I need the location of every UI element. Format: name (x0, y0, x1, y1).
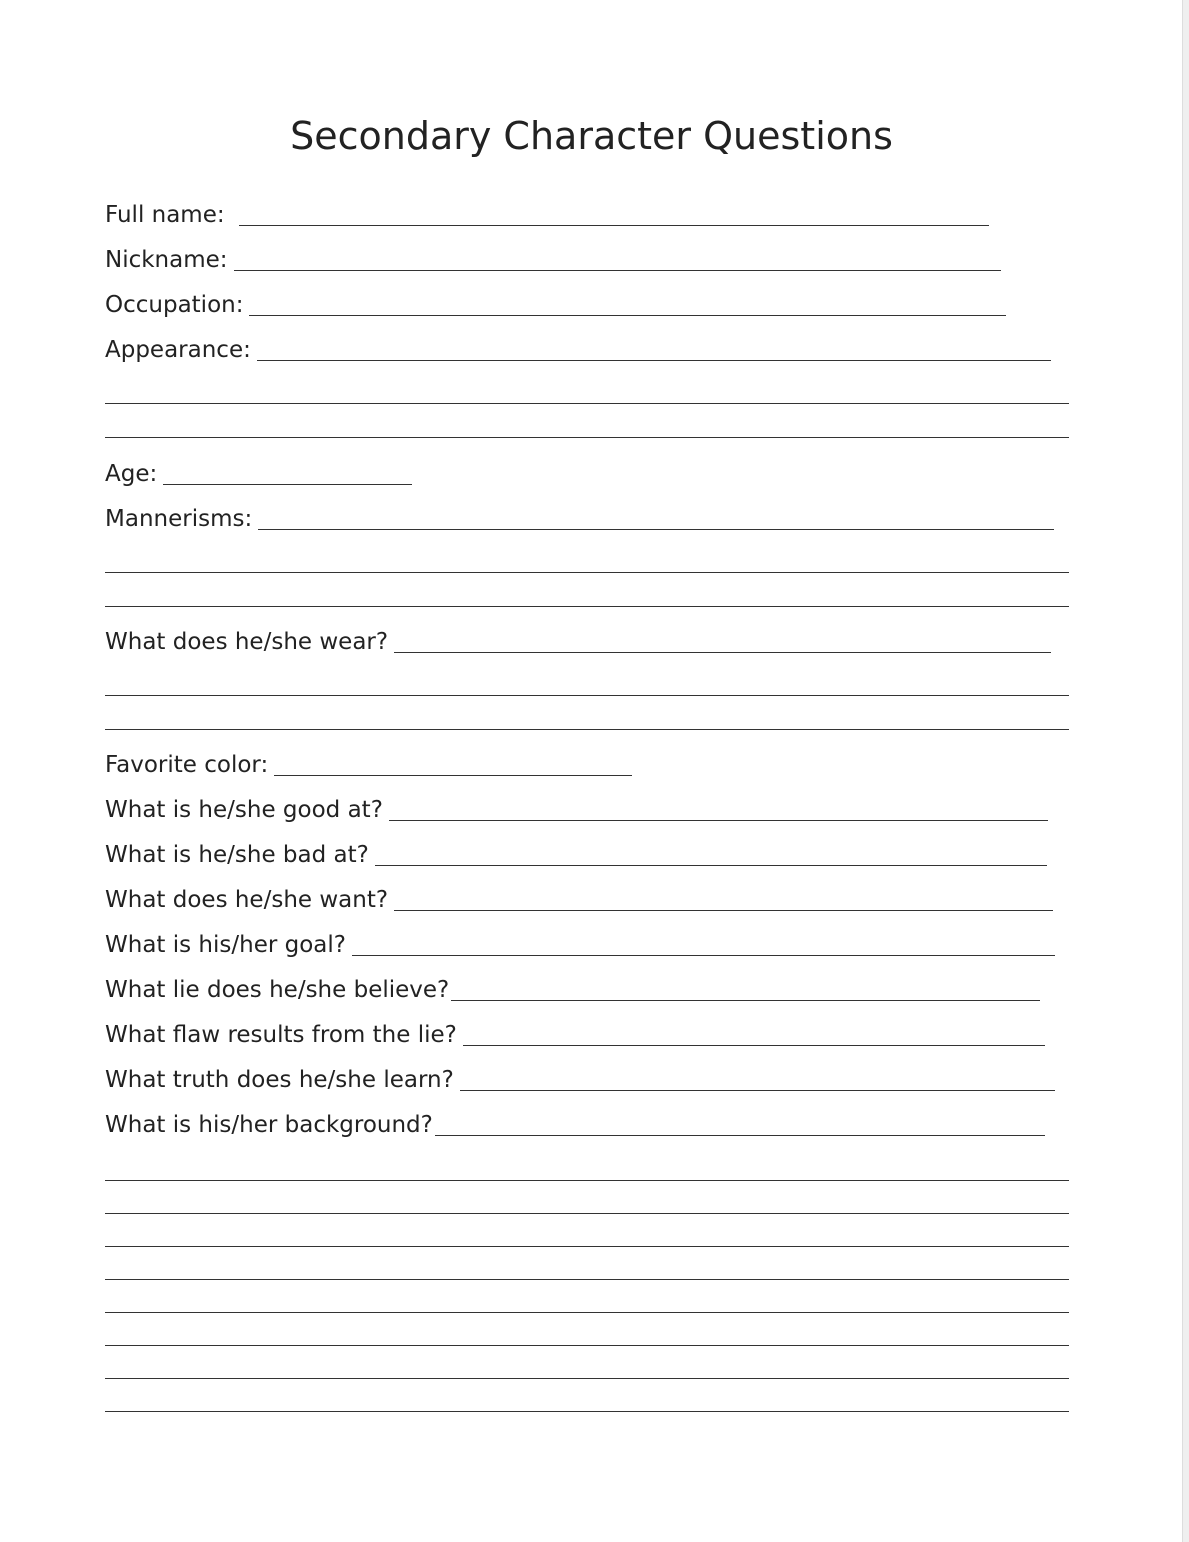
mannerisms-continuation-field[interactable] (105, 546, 1069, 572)
background-continuation-field[interactable] (105, 1253, 1069, 1279)
background-label: What is his/her background? (105, 1112, 433, 1138)
age-label: Age: (105, 461, 158, 487)
lie-label: What lie does he/she believe? (105, 977, 450, 1003)
mannerisms-line-3 (105, 606, 1069, 607)
page-title: Secondary Character Questions (290, 114, 893, 158)
mannerisms-line-2 (105, 572, 1069, 573)
want-label: What does he/she want? (105, 887, 389, 913)
age-row (105, 455, 276, 489)
nickname-label: Nickname: (105, 247, 228, 273)
truth-row (105, 1061, 1055, 1095)
wear-line-2 (105, 695, 1069, 696)
truth-label: What truth does he/she learn? (105, 1067, 454, 1093)
background-line-3 (105, 1213, 1069, 1214)
background-continuation-field[interactable] (105, 1352, 1069, 1378)
favorite-color-field[interactable] (274, 751, 632, 776)
nickname-row (105, 241, 1001, 275)
appearance-line-2 (105, 403, 1069, 404)
appearance-row (105, 331, 1051, 365)
favorite-color-row (105, 746, 632, 780)
lie-field[interactable] (451, 976, 1040, 1001)
truth-field[interactable] (460, 1066, 1055, 1091)
wear-label: What does he/she wear? (105, 629, 389, 655)
appearance-label: Appearance: (105, 337, 251, 363)
background-continuation-field[interactable] (105, 1187, 1069, 1213)
appearance-continuation-field[interactable] (105, 377, 1069, 403)
page-edge (1182, 0, 1189, 1542)
background-line-5 (105, 1279, 1069, 1280)
good-at-field[interactable] (389, 796, 1048, 821)
background-line-2 (105, 1180, 1069, 1181)
goal-field[interactable] (352, 931, 1055, 956)
background-line-9 (105, 1411, 1069, 1412)
want-field[interactable] (394, 886, 1053, 911)
background-field[interactable] (435, 1111, 1045, 1136)
bad-at-label: What is he/she bad at? (105, 842, 369, 868)
background-continuation-field[interactable] (105, 1154, 1069, 1180)
wear-field[interactable] (394, 628, 1051, 653)
background-line-8 (105, 1378, 1069, 1379)
occupation-label: Occupation: (105, 292, 244, 318)
full-name-label: Full name: (105, 202, 225, 228)
good-at-label: What is he/she good at? (105, 797, 383, 823)
wear-row (105, 623, 1051, 657)
wear-continuation-field[interactable] (105, 703, 1069, 729)
wear-line-3 (105, 729, 1069, 730)
age-field[interactable] (163, 460, 412, 485)
background-line-6 (105, 1312, 1069, 1313)
flaw-field[interactable] (463, 1021, 1045, 1046)
nickname-field[interactable] (234, 246, 1001, 271)
want-row (105, 881, 1053, 915)
wear-continuation-field[interactable] (105, 669, 1069, 695)
background-continuation-field[interactable] (105, 1385, 1069, 1411)
background-continuation-field[interactable] (105, 1286, 1069, 1312)
occupation-field[interactable] (249, 291, 1006, 316)
goal-row (105, 926, 1055, 960)
lie-row (105, 971, 1040, 1005)
appearance-line-3 (105, 437, 1069, 438)
background-continuation-field[interactable] (105, 1319, 1069, 1345)
bad-at-row (105, 836, 1047, 870)
appearance-continuation-field[interactable] (105, 411, 1069, 437)
full-name-field[interactable] (239, 201, 989, 226)
bad-at-field[interactable] (375, 841, 1047, 866)
mannerisms-continuation-field[interactable] (105, 580, 1069, 606)
full-name-row (105, 196, 989, 230)
flaw-row (105, 1016, 1045, 1050)
mannerisms-field[interactable] (258, 505, 1054, 530)
goal-label: What is his/her goal? (105, 932, 346, 958)
good-at-row (105, 791, 1048, 825)
background-continuation-field[interactable] (105, 1220, 1069, 1246)
appearance-field[interactable] (257, 336, 1051, 361)
occupation-row (105, 286, 1006, 320)
background-line-4 (105, 1246, 1069, 1247)
flaw-label: What flaw results from the lie? (105, 1022, 457, 1048)
mannerisms-label: Mannerisms: (105, 506, 253, 532)
background-row (105, 1106, 1045, 1140)
mannerisms-row (105, 500, 1054, 534)
favorite-color-label: Favorite color: (105, 752, 269, 778)
background-line-7 (105, 1345, 1069, 1346)
